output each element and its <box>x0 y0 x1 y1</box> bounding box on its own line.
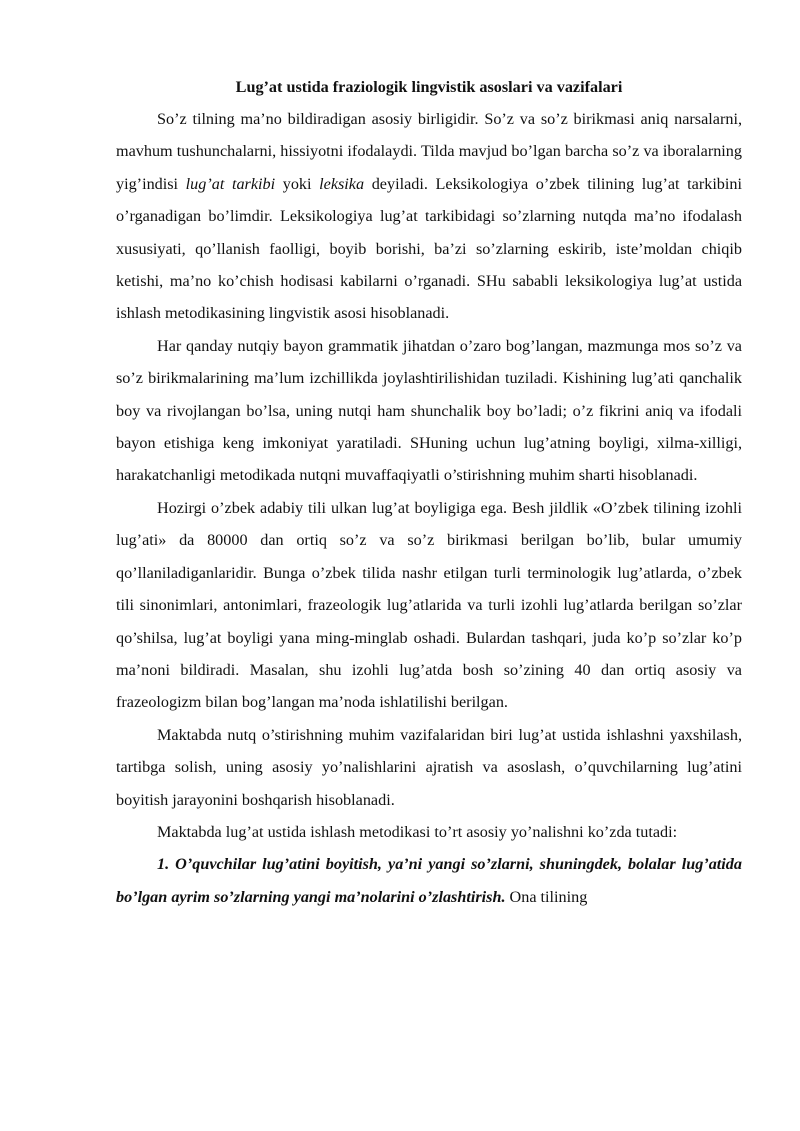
list-item-1-heading: 1. O’quvchilar lug’atini boyitish, ya’ni yangi so’zlarni, shuningdek, bolalar lug’atida bo’lgan ayrim so’zlarning yangi ma’nolarini o’zlashtirish. <box>116 855 742 906</box>
paragraph-4: Maktabda nutq o’stirishning muhim vazifalaridan biri lug’at ustida ishlashni yaxshilash, tartibga solish, uning asosiy yo’nalishlarini ajratish va asoslash, o’quvchilarning lug’atini boyitish jarayonini boshqarish hisoblanadi. <box>116 725 742 809</box>
paragraph-1-text-c: deyiladi. Leksikologiya o’zbek tilining lug’at tarkibini o’rganadigan bo’limdir. Leksikologiya lug’at tarkibidagi so’zlarning nutqda ma’no ifodalash xususiyati, qo’llanish faolligi, boyib borishi, ba’zi so’zlarning eskirib, iste’moldan chiqib ketishi, ma’no ko’chish hodisasi kabilarni o’rganadi. SHu sababli leksikologiya lug’at ustida ishlash metodikasining lingvistik asosi hisoblanadi. <box>116 174 742 323</box>
term-leksika: leksika <box>319 174 365 193</box>
paragraph-5: Maktabda lug’at ustida ishlash metodikasi to’rt asosiy yo’nalishni ko’zda tutadi: <box>157 822 678 841</box>
document-page <box>116 71 742 913</box>
page-title: Lug’at ustida fraziologik lingvistik asoslari va vazifalari <box>235 78 623 96</box>
paragraph-3: Hozirgi o’zbek adabiy tili ulkan lug’at boyligiga ega. Besh jildlik «O’zbek tilining izohli lug’ati» da 80000 dan ortiq so’z va so’z birikmasi berilgan bo’lib, bular umumiy qo’llaniladiganlaridir. Bunga o’zbek tilida nashr etilgan turli terminologik lug’atlarda, o’zbek tili sinonimlari, antonimlari, frazeologik lug’atlarida va turli izohli lug’atlarda berilgan so’zlar qo’shilsa, lug’at boyligi yana ming-minglab oshadi. Bulardan tashqari, juda ko’p so’zlar ko’p ma’noni bildiradi. Masalan, shu izohli lug’atda bosh so’zining 40 dan ortiq asosiy va frazeologizm bilan bog’langan ma’noda ishlatilishi berilgan. <box>116 498 742 712</box>
paragraph-6-text: Ona tilining <box>505 887 588 906</box>
paragraph-1 <box>116 103 742 330</box>
paragraph-1-text-a: So’z tilning ma’no bildiradigan asosiy birligidir. So’z va so’z birikmasi aniq narsalarni, mavhum tushunchalarni, hissiyotni ifodalaydi. Tilda mavjud bo’lgan barcha so’z va iboralarning yig’indisi <box>116 110 742 193</box>
paragraph-2: Har qanday nutqiy bayon grammatik jihatdan o’zaro bog’langan, mazmunga mos so’z va so’z birikmalarining ma’lum izchillikda joylashtirilishidan tuziladi. Kishining lug’ati qanchalik boy va rivojlangan bo’lsa, uning nutqi ham shunchalik boy bo’ladi; o’z fikrini aniq va ifodali bayon etishiga keng imkoniyat yaratiladi. SHuning uchun lug’atning boyligi, xilma-xilligi, harakatchanligi metodikada nutqni muvaffaqiyatli o’stirishning muhim sharti hisoblanadi. <box>116 336 742 485</box>
paragraph-1-text-b: yoki <box>275 174 320 193</box>
paragraph-6 <box>116 848 742 913</box>
term-lugat-tarkibi: lug’at tarkibi <box>185 174 276 193</box>
